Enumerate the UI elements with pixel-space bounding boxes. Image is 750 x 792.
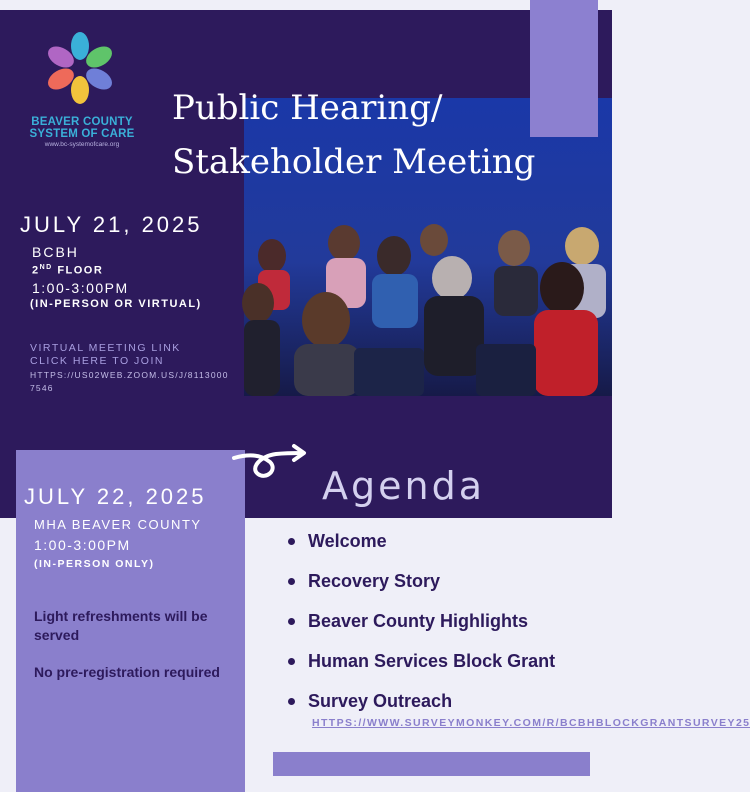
event2-date: JULY 22, 2025 <box>24 484 207 509</box>
event2-time: 1:00-3:00PM <box>34 537 131 553</box>
hands-logo-icon <box>40 28 120 104</box>
top-strip <box>0 0 612 10</box>
event1-date: JULY 21, 2025 <box>20 212 203 237</box>
title-line2: Stakeholder Meeting <box>172 142 536 182</box>
event1-floor <box>32 264 103 277</box>
bullet-icon <box>288 698 295 705</box>
event1-floor-number: 2 <box>32 264 40 277</box>
event2-venue: MHA BEAVER COUNTY <box>34 517 202 532</box>
survey-link[interactable]: HTTPS://WWW.SURVEYMONKEY.COM/R/BCBHBLOCKGRANTSURVEY25 <box>312 717 750 729</box>
agenda-item <box>288 648 608 688</box>
agenda-item-label: Recovery Story <box>308 571 441 591</box>
agenda-item <box>288 608 608 648</box>
agenda-item-label: Survey Outreach <box>308 691 453 711</box>
event2-attendance-mode: (IN-PERSON ONLY) <box>34 558 155 570</box>
system-of-care-logo <box>40 28 120 104</box>
join-link[interactable]: CLICK HERE TO JOIN <box>30 355 164 367</box>
bottom-accent-bar <box>273 752 590 776</box>
agenda-item-label: Beaver County Highlights <box>308 611 529 631</box>
logo-website[interactable]: www.bc-systemofcare.org <box>44 141 120 148</box>
bullet-icon <box>288 658 295 665</box>
zoom-url[interactable]: HTTPS://US02WEB.ZOOM.US/J/81130007546 <box>30 370 229 393</box>
refreshments-note: Light refreshments will be served <box>34 608 208 643</box>
agenda-item-label: Welcome <box>308 531 387 551</box>
bullet-icon <box>288 538 295 545</box>
loop-arrow-icon <box>230 440 312 490</box>
agenda-item <box>288 568 608 608</box>
accent-rectangle <box>530 0 598 137</box>
event1-floor-word: FLOOR <box>57 264 104 277</box>
virtual-meeting-label: VIRTUAL MEETING LINK <box>30 342 181 354</box>
title-line1: Public Hearing/ <box>172 88 443 128</box>
logo-text-line2: SYSTEM OF CARE <box>29 128 135 140</box>
event1-time: 1:00-3:00PM <box>32 280 129 296</box>
arrow-icon <box>230 440 312 490</box>
event1-floor-suffix: ND <box>39 264 53 271</box>
agenda-heading: Agenda <box>322 464 485 508</box>
event1-attendance-mode: (IN-PERSON OR VIRTUAL) <box>30 298 202 310</box>
registration-note: No pre-registration required <box>34 664 220 680</box>
agenda-list <box>288 528 608 728</box>
bullet-icon <box>288 618 295 625</box>
logo-text-line1: BEAVER COUNTY <box>31 116 133 128</box>
bullet-icon <box>288 578 295 585</box>
agenda-item <box>288 528 608 568</box>
agenda-item-label: Human Services Block Grant <box>308 651 556 671</box>
event1-venue: BCBH <box>32 244 79 260</box>
